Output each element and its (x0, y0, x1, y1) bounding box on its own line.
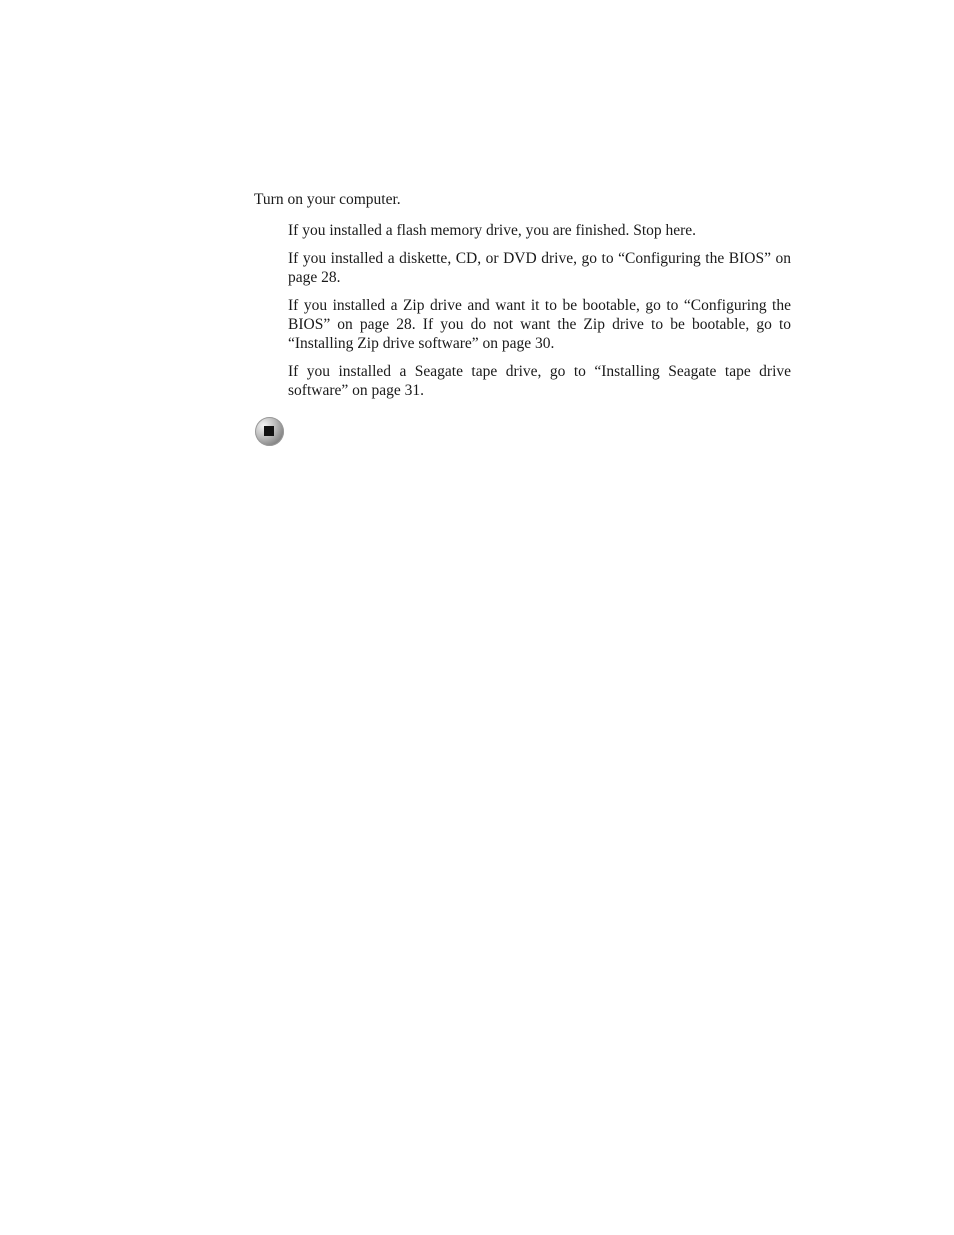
step-instruction: Turn on your computer. (254, 191, 401, 208)
option-flash-drive: If you installed a flash memory drive, you are finished. Stop here. (288, 222, 697, 239)
stop-icon (255, 417, 284, 446)
stop-square (264, 426, 274, 436)
option-zip-drive: If you installed a Zip drive and want it to be bootable, go to “Configuring the BIOS” on page 28. If you do not want the Zip drive to be bootable, go to “Installing Zip drive software” on page 30. (288, 297, 791, 352)
option-list (288, 221, 791, 409)
option-seagate-tape: If you installed a Seagate tape drive, go to “Installing Seagate tape drive software” on page 31. (288, 363, 791, 399)
option-diskette-cd-dvd: If you installed a diskette, CD, or DVD drive, go to “Configuring the BIOS” on page 28. (288, 250, 791, 286)
